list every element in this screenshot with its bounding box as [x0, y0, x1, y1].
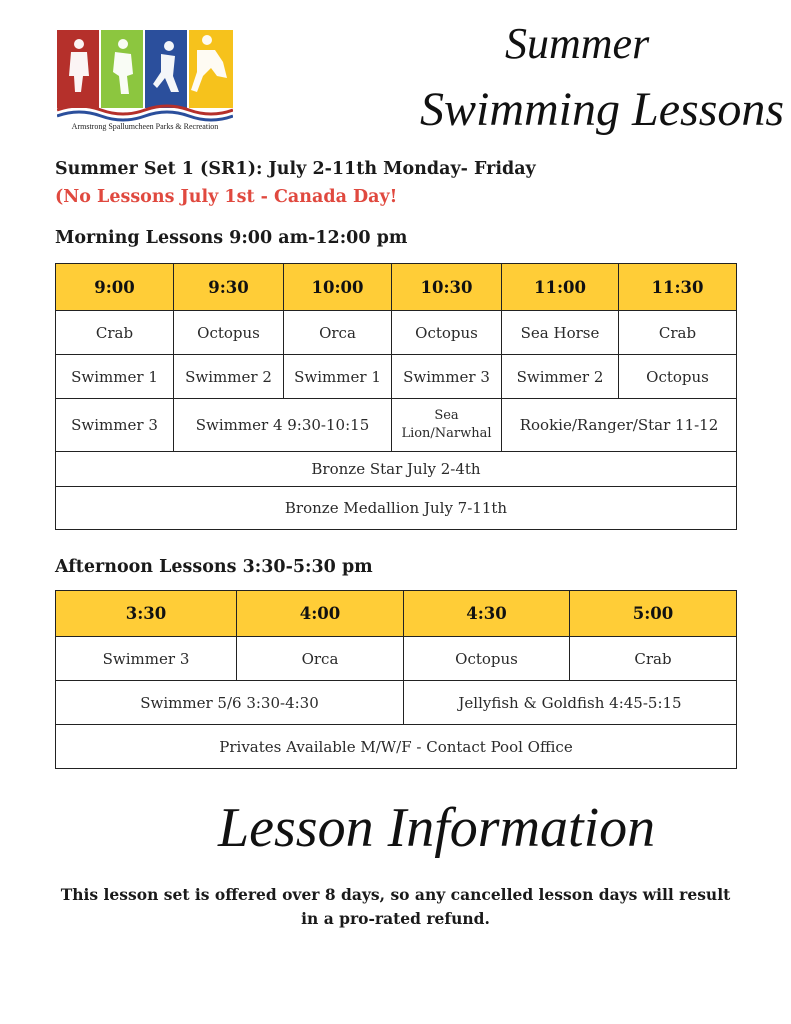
time-header: 11:30: [619, 264, 737, 311]
morning-heading: Morning Lessons 9:00 am-12:00 pm: [55, 228, 408, 248]
lesson-cell: Privates Available M/W/F - Contact Pool Office: [56, 725, 737, 769]
logo-caption: Armstrong Spallumcheen Parks & Recreation: [71, 122, 219, 131]
afternoon-schedule-table: [55, 590, 737, 769]
table-header-row: [56, 264, 737, 311]
time-header: 10:30: [392, 264, 502, 311]
lesson-information-title: Lesson Information: [218, 797, 656, 859]
lesson-cell: Swimmer 3: [56, 399, 174, 452]
lesson-cell: Bronze Medallion July 7-11th: [56, 487, 737, 530]
table-row: [56, 637, 737, 681]
time-header: 9:30: [174, 264, 284, 311]
table-header-row: [56, 591, 737, 637]
morning-schedule-table: [55, 263, 737, 530]
lesson-cell: Swimmer 1: [56, 355, 174, 399]
lesson-cell: Crab: [56, 311, 174, 355]
swimmer-diver-icon: [164, 41, 174, 51]
time-header: 4:00: [237, 591, 404, 637]
table-row: [56, 725, 737, 769]
time-header: 5:00: [570, 591, 737, 637]
lesson-cell: Octopus: [404, 637, 570, 681]
lesson-cell: Bronze Star July 2-4th: [56, 452, 737, 487]
lesson-cell: Sea Lion/Narwhal: [392, 399, 502, 452]
lesson-cell: Swimmer 2: [502, 355, 619, 399]
lesson-cell: Orca: [284, 311, 392, 355]
lesson-cell: Swimmer 3: [392, 355, 502, 399]
table-row: [56, 487, 737, 530]
canada-day-notice: (No Lessons July 1st - Canada Day!: [55, 187, 398, 207]
lesson-cell: Crab: [619, 311, 737, 355]
lesson-cell: Octopus: [174, 311, 284, 355]
lesson-cell: Swimmer 2: [174, 355, 284, 399]
hockey-player-icon: [74, 39, 84, 49]
lesson-cell: Octopus: [392, 311, 502, 355]
lesson-cell: Swimmer 3: [56, 637, 237, 681]
set-title: Summer Set 1 (SR1): July 2-11th Monday- Friday: [55, 159, 536, 179]
lesson-cell: Orca: [237, 637, 404, 681]
lesson-cell: Swimmer 4 9:30-10:15: [174, 399, 392, 452]
time-header: 9:00: [56, 264, 174, 311]
title-swimming-lessons: Swimming Lessons: [420, 83, 785, 136]
lesson-cell: Octopus: [619, 355, 737, 399]
time-header: 11:00: [502, 264, 619, 311]
afternoon-heading: Afternoon Lessons 3:30-5:30 pm: [55, 557, 373, 577]
lacrosse-player-icon: [118, 39, 128, 49]
lesson-cell: Swimmer 5/6 3:30-4:30: [56, 681, 404, 725]
table-row: [56, 355, 737, 399]
lesson-cell: Rookie/Ranger/Star 11-12: [502, 399, 737, 452]
table-row: [56, 399, 737, 452]
lesson-info-text: This lesson set is offered over 8 days, so any cancelled lesson days will result in a pro-rated refund.: [60, 885, 731, 928]
table-row: [56, 452, 737, 487]
time-header: 4:30: [404, 591, 570, 637]
lesson-cell: Swimmer 1: [284, 355, 392, 399]
table-row: [56, 311, 737, 355]
table-row: [56, 681, 737, 725]
lesson-cell: Jellyfish & Goldfish 4:45-5:15: [404, 681, 737, 725]
time-header: 3:30: [56, 591, 237, 637]
title-summer: Summer: [505, 19, 650, 68]
lesson-cell: Crab: [570, 637, 737, 681]
rodeo-rider-icon: [202, 35, 212, 45]
lesson-cell: Sea Horse: [502, 311, 619, 355]
time-header: 10:00: [284, 264, 392, 311]
